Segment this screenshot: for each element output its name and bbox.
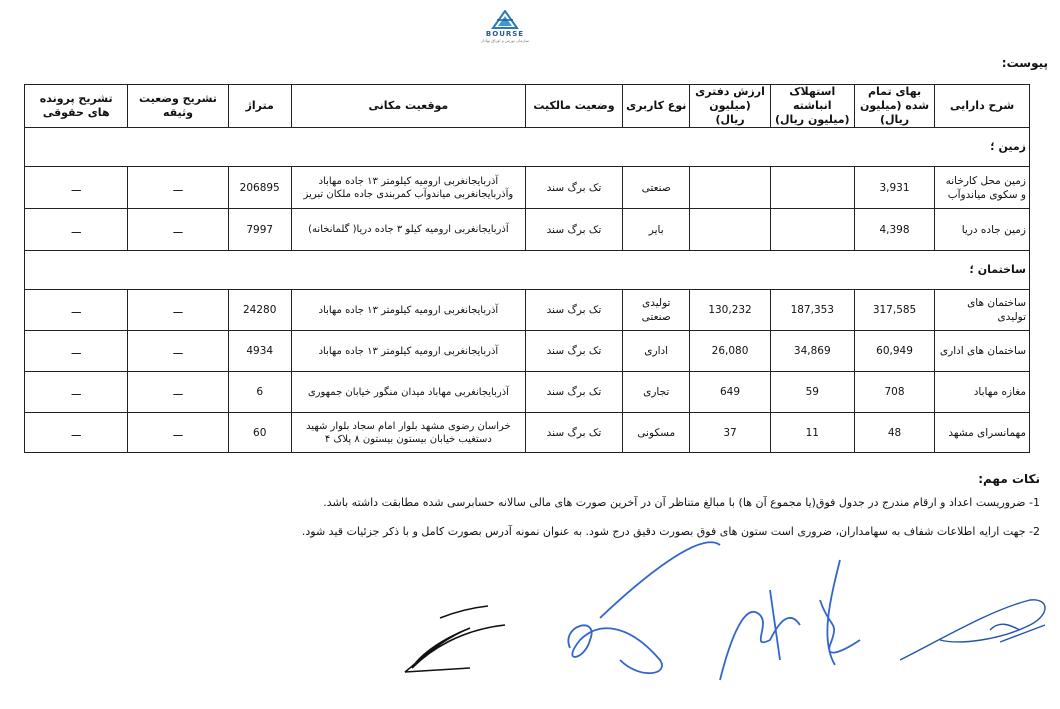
cell-area: 4934 [228,331,291,372]
cell-depreciation: 11 [770,413,854,453]
cell-description: زمین جاده دریا [935,209,1030,251]
col-header-legal: تشریح پرونده های حقوقی [25,85,128,128]
cell-book-value [690,167,770,209]
cell-collateral: ـــ [128,290,228,331]
cell-cost: 4,398 [854,209,934,251]
logo-name: BOURSE [485,30,525,38]
bourse-logo [470,10,540,42]
notes-title: نکات مهم: [978,472,1040,486]
cell-legal: ـــ [25,290,128,331]
cell-collateral: ـــ [128,413,228,453]
cell-area: 6 [228,372,291,413]
cell-usage: بایر [622,209,689,251]
signature-1 [405,606,505,672]
signature-3 [720,560,860,680]
table-row [25,209,1030,251]
cell-legal: ـــ [25,413,128,453]
cell-depreciation [770,209,854,251]
cell-area: 60 [228,413,291,453]
cell-collateral: ـــ [128,209,228,251]
cell-legal: ـــ [25,209,128,251]
cell-cost: 708 [854,372,934,413]
cell-usage: اداری [622,331,689,372]
cell-legal: ـــ [25,372,128,413]
cell-depreciation: 34,869 [770,331,854,372]
cell-depreciation [770,167,854,209]
assets-table [24,84,1030,453]
cell-ownership: تک برگ سند [525,372,622,413]
cell-location: خراسان رضوی مشهد بلوار امام سجاد بلوار شهید دستغیب خیابان بیستون بیستون ۸ پلاک ۴ [291,413,525,453]
col-header-ownership: وضعیت مالکیت [525,85,622,128]
table-row [25,167,1030,209]
table-row [25,413,1030,453]
cell-area: 206895 [228,167,291,209]
cell-ownership: تک برگ سند [525,167,622,209]
cell-usage: صنعتی [622,167,689,209]
cell-usage: تجاری [622,372,689,413]
cell-cost: 48 [854,413,934,453]
table-header-row [25,85,1030,128]
cell-legal: ـــ [25,167,128,209]
attachment-label: پیوست: [1001,56,1048,70]
cell-legal: ـــ [25,331,128,372]
col-header-depreciation: استهلاک انباشته (میلیون ریال) [770,85,854,128]
cell-book-value [690,209,770,251]
cell-location: آذربایجانغربی ارومیه کیلومتر ۱۳ جاده مهاباد [291,331,525,372]
cell-ownership: تک برگ سند [525,331,622,372]
section-label-land: زمین ؛ [25,128,1030,167]
section-label-building: ساختمان ؛ [25,251,1030,290]
bourse-emblem-icon [483,10,527,30]
cell-area: 24280 [228,290,291,331]
cell-book-value: 649 [690,372,770,413]
cell-ownership: تک برگ سند [525,290,622,331]
logo-subtitle: سازمان بورس و اوراق بهادار [480,38,529,43]
cell-depreciation: 187,353 [770,290,854,331]
cell-area: 7997 [228,209,291,251]
section-row-building [25,251,1030,290]
col-header-location: موقعیت مکانی [291,85,525,128]
signature-4 [900,600,1045,660]
signature-2 [568,542,720,673]
cell-book-value: 37 [690,413,770,453]
col-header-book-value: ارزش دفتری (میلیون ریال) [690,85,770,128]
cell-depreciation: 59 [770,372,854,413]
cell-location: آذربایجانغربی ارومیه کیلو ۳ جاده دریا( گلمانخانه) [291,209,525,251]
table-row [25,372,1030,413]
col-header-cost: بهای تمام شده (میلیون ریال) [854,85,934,128]
col-header-usage: نوع کاربری [622,85,689,128]
section-row-land [25,128,1030,167]
cell-cost: 60,949 [854,331,934,372]
cell-usage: مسکونی [622,413,689,453]
cell-location: آذربایجانغربی مهاباد میدان منگور خیابان جمهوری [291,372,525,413]
cell-ownership: تک برگ سند [525,209,622,251]
cell-description: ساختمان های تولیدی [935,290,1030,331]
cell-description: مغازه مهاباد [935,372,1030,413]
table-row [25,331,1030,372]
cell-collateral: ـــ [128,372,228,413]
cell-book-value: 130,232 [690,290,770,331]
col-header-description: شرح دارایی [935,85,1030,128]
cell-usage: تولیدی صنعتی [622,290,689,331]
note-item-2: 2- جهت ارایه اطلاعات شفاف به سهامداران، ضروری است ستون های فوق بصورت دقیق درج شود. به عنوان نمونه آدرس بصورت کامل و با ذکر جزئیات قید شود. [301,525,1040,538]
cell-book-value: 26,080 [690,331,770,372]
cell-description: زمین محل کارخانه و سکوی میاندوآب [935,167,1030,209]
cell-location: آذربایجانغربی ارومیه کیلومتر ۱۳ جاده مهاباد وآذربایجانغربی میاندوآب کمربندی جاده ملکان تبریز [291,167,525,209]
note-item-1: 1- ضروریست اعداد و ارقام مندرج در جدول فوق(یا مجموع آن ها) با مبالغ متناظر آن در آخرین صورت های مالی سالانه حسابرسی شده مطابقت داشته باشد. [323,496,1040,509]
cell-collateral: ـــ [128,167,228,209]
col-header-area: متراژ [228,85,291,128]
cell-cost: 317,585 [854,290,934,331]
cell-location: آذربایجانغربی ارومیه کیلومتر ۱۳ جاده مهاباد [291,290,525,331]
cell-description: ساختمان های اداری [935,331,1030,372]
cell-cost: 3,931 [854,167,934,209]
cell-ownership: تک برگ سند [525,413,622,453]
table-row [25,290,1030,331]
col-header-collateral: تشریح وضعیت وثیقه [128,85,228,128]
cell-collateral: ـــ [128,331,228,372]
cell-description: مهمانسرای مشهد [935,413,1030,453]
